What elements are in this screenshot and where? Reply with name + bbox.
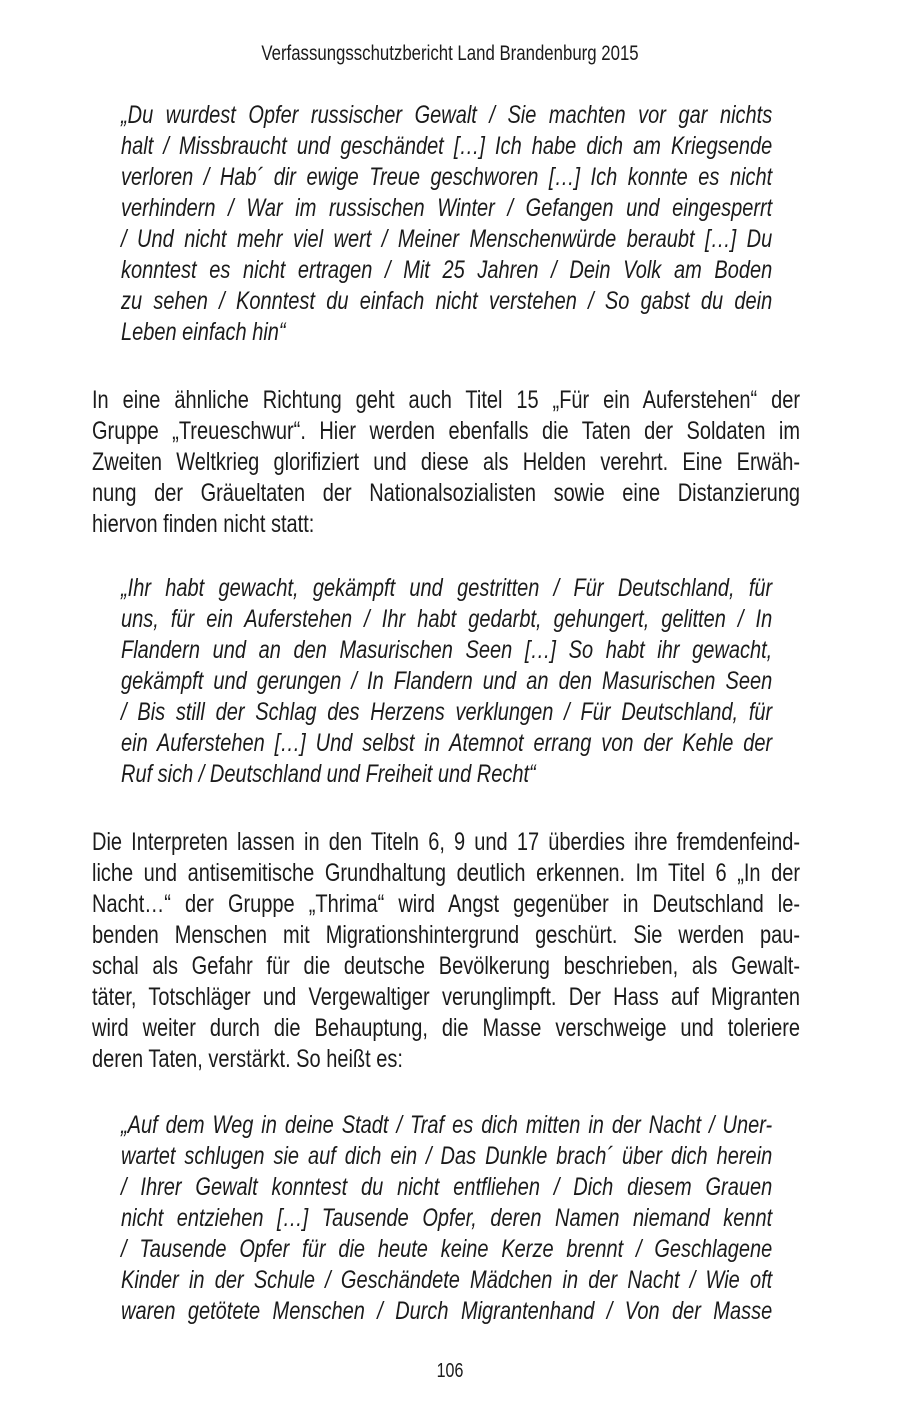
text-line: zu sehen / Konntest du einfach nicht verstehen / So gabst du dein [121, 287, 773, 315]
text-line: Flandern und an den Masurischen Seen […] So habt ihr gewacht, [121, 636, 773, 664]
text-line: nung der Gräueltaten der Nationalsozialisten sowie eine Distanzierung [92, 479, 800, 507]
text-line: nicht entziehen […] Tausende Opfer, deren Namen niemand kennt [121, 1204, 773, 1232]
text-line: Die Interpreten lassen in den Titeln 6, 9 und 17 überdies ihre fremdenfeind- [92, 828, 800, 856]
quote-block-1 [121, 100, 772, 348]
text-line: waren getötete Menschen / Durch Migrantenhand / Von der Masse [121, 1297, 773, 1325]
text-line: „Ihr habt gewacht, gekämpft und gestritten / Für Deutschland, für [121, 574, 773, 602]
page-header-title: Verfassungsschutzbericht Land Brandenburg 2015 [261, 42, 639, 65]
text-line: täter, Totschläger und Vergewaltiger verunglimpft. Der Hass auf Migranten [92, 983, 800, 1011]
text-line: / Und nicht mehr viel wert / Meiner Menschenwürde beraubt […] Du [121, 225, 773, 253]
text-line: Leben einfach hin“ [121, 318, 286, 346]
text-line: ein Auferstehen […] Und selbst in Atemnot errang von der Kehle der [121, 729, 773, 757]
page-number: 106 [436, 1360, 464, 1382]
text-line: / Ihrer Gewalt konntest du nicht entfliehen / Dich diesem Grauen [121, 1173, 773, 1201]
text-line: In eine ähnliche Richtung geht auch Titel 15 „Für ein Auferstehen“ der [92, 386, 800, 414]
text-line: uns, für ein Auferstehen / Ihr habt gedarbt, gehungert, gelitten / In [121, 605, 773, 633]
text-line: „Auf dem Weg in deine Stadt / Traf es dich mitten in der Nacht / Uner- [121, 1111, 773, 1139]
text-line: gekämpft und gerungen / In Flandern und an den Masurischen Seen [121, 667, 773, 695]
text-line: Ruf sich / Deutschland und Freiheit und Recht“ [121, 760, 536, 788]
text-line: schal als Gefahr für die deutsche Bevölkerung beschrieben, als Gewalt- [92, 952, 800, 980]
text-line: Nacht…“ der Gruppe „Thrima“ wird Angst gegenüber in Deutschland le- [92, 890, 800, 918]
text-line: / Tausende Opfer für die heute keine Kerze brennt / Geschlagene [121, 1235, 773, 1263]
text-line: wird weiter durch die Behauptung, die Masse verschweige und toleriere [92, 1014, 800, 1042]
text-line: Gruppe „Treueschwur“. Hier werden ebenfalls die Taten der Soldaten im [92, 417, 800, 445]
text-line: benden Menschen mit Migrationshintergrund geschürt. Sie werden pau- [92, 921, 800, 949]
text-line: halt / Missbraucht und geschändet […] Ich habe dich am Kriegsende [121, 132, 773, 160]
text-line: wartet schlugen sie auf dich ein / Das Dunkle brach´ über dich herein [121, 1142, 773, 1170]
text-line: liche und antisemitische Grundhaltung deutlich erkennen. Im Titel 6 „In der [92, 859, 800, 887]
text-line: „Du wurdest Opfer russischer Gewalt / Sie machten vor gar nichts [121, 101, 773, 129]
text-line: konntest es nicht ertragen / Mit 25 Jahren / Dein Volk am Boden [121, 256, 773, 284]
text-line: / Bis still der Schlag des Herzens verklungen / Für Deutschland, für [121, 698, 773, 726]
text-line: Kinder in der Schule / Geschändete Mädchen in der Nacht / Wie oft [121, 1266, 773, 1294]
text-line: verloren / Hab´ dir ewige Treue geschworen […] Ich konnte es nicht [121, 163, 773, 191]
text-line: Zweiten Weltkrieg glorifiziert und diese als Helden verehrt. Eine Erwäh- [92, 448, 800, 476]
text-line: hiervon finden nicht statt: [92, 510, 315, 538]
quote-block-3 [121, 1110, 772, 1327]
body-paragraph-2 [92, 827, 800, 1075]
quote-block-2 [121, 573, 772, 790]
body-paragraph-1 [92, 385, 800, 540]
text-line: verhindern / War im russischen Winter / Gefangen und eingesperrt [121, 194, 773, 222]
text-line: deren Taten, verstärkt. So heißt es: [92, 1045, 403, 1073]
